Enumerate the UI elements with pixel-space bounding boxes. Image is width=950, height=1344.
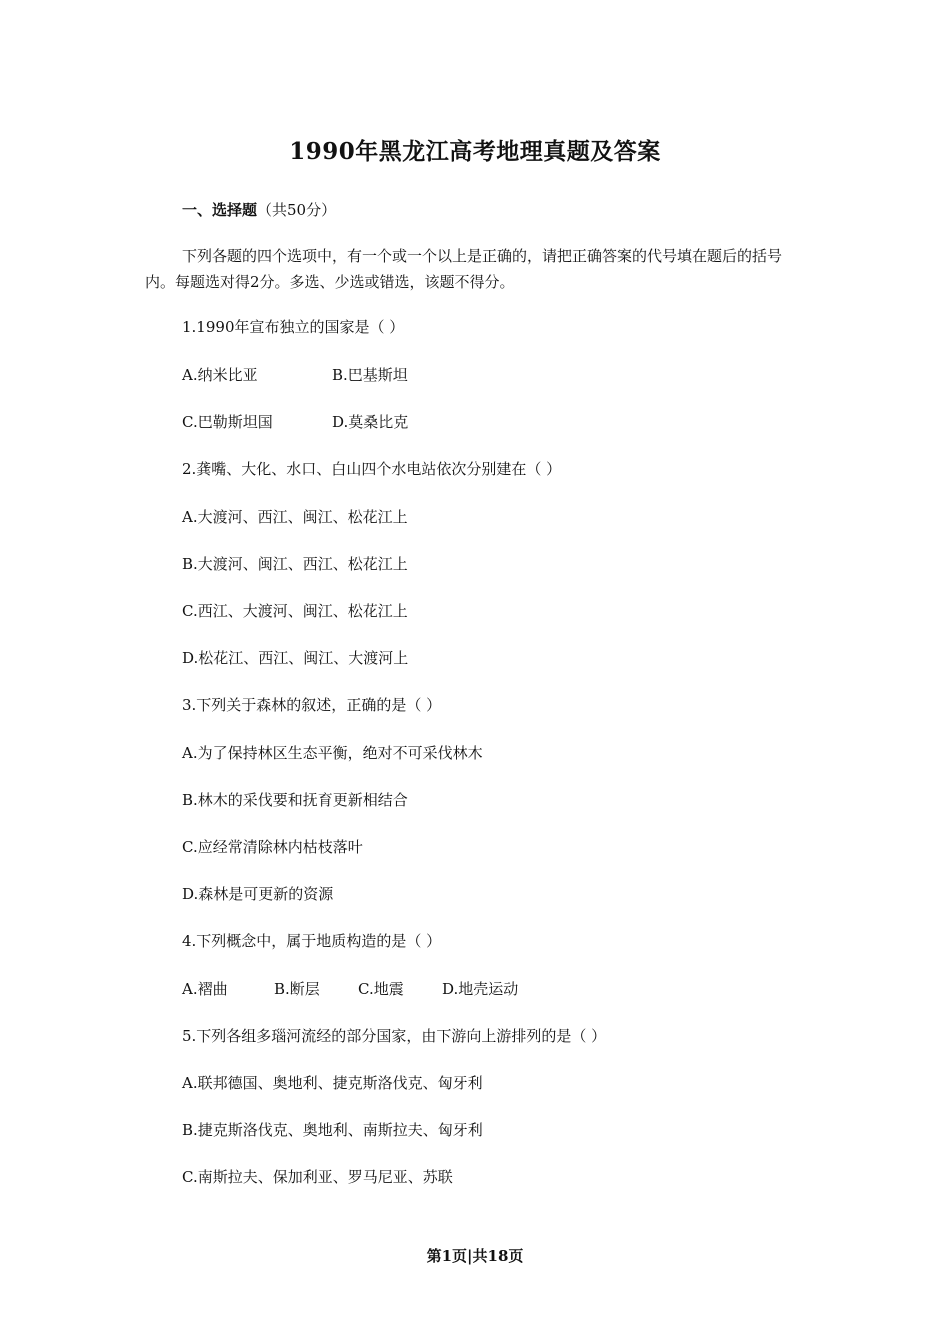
instructions-paragraph: 下列各题的四个选项中，有一个或一个以上是正确的，请把正确答案的代号填在题后的括号内。每题选对得2分。多选、少选或错选，该题不得分。 — [145, 247, 783, 291]
question-2-option-a: A.大渡河、西江、闽江、松花江上 — [182, 508, 408, 526]
question-2-stem: 2.龚嘴、大化、水口、白山四个水电站依次分别建在（ ） — [182, 460, 562, 478]
question-4-option-d: D.地壳运动 — [442, 980, 519, 998]
question-4-option-c: C.地震 — [358, 980, 404, 998]
question-1-stem: 1.1990年宣布独立的国家是（ ） — [182, 318, 405, 336]
section-score: （共50分） — [257, 201, 337, 219]
question-5-option-c: C.南斯拉夫、保加利亚、罗马尼亚、苏联 — [182, 1168, 453, 1186]
question-2-option-b: B.大渡河、闽江、西江、松花江上 — [182, 555, 408, 573]
question-3-option-d: D.森林是可更新的资源 — [182, 885, 334, 903]
question-3-option-c: C.应经常清除林内枯枝落叶 — [182, 838, 363, 856]
question-1-option-d: D.莫桑比克 — [332, 413, 409, 431]
document-title: 1990年黑龙江高考地理真题及答案 — [289, 138, 661, 165]
question-5-option-b: B.捷克斯洛伐克、奥地利、南斯拉夫、匈牙利 — [182, 1121, 483, 1139]
question-1-options-row-2 — [182, 412, 408, 432]
question-2-option-d: D.松花江、西江、闽江、大渡河上 — [182, 649, 409, 667]
section-heading — [182, 200, 336, 220]
question-4-option-a: A.褶曲 — [182, 980, 228, 998]
question-1-option-b: B.巴基斯坦 — [332, 366, 408, 384]
question-4-stem: 4.下列概念中，属于地质构造的是（ ） — [182, 932, 442, 950]
question-4-option-b: B.断层 — [274, 980, 320, 998]
question-1-option-a: A.纳米比亚 — [182, 366, 258, 384]
question-3-stem: 3.下列关于森林的叙述，正确的是（ ） — [182, 696, 442, 714]
question-5-option-a: A.联邦德国、奥地利、捷克斯洛伐克、匈牙利 — [182, 1074, 483, 1092]
question-5-stem: 5.下列各组多瑙河流经的部分国家，由下游向上游排列的是（ ） — [182, 1027, 607, 1045]
page-footer: 第1页|共18页 — [426, 1247, 524, 1265]
question-1-options-row-1 — [182, 365, 408, 385]
question-3-option-a: A.为了保持林区生态平衡，绝对不可采伐林木 — [182, 744, 483, 762]
question-3-option-b: B.林木的采伐要和抚育更新相结合 — [182, 791, 408, 809]
section-label: 一、选择题 — [182, 201, 258, 219]
question-4-options-row — [182, 979, 518, 999]
question-2-option-c: C.西江、大渡河、闽江、松花江上 — [182, 602, 408, 620]
question-1-option-c: C.巴勒斯坦国 — [182, 413, 273, 431]
